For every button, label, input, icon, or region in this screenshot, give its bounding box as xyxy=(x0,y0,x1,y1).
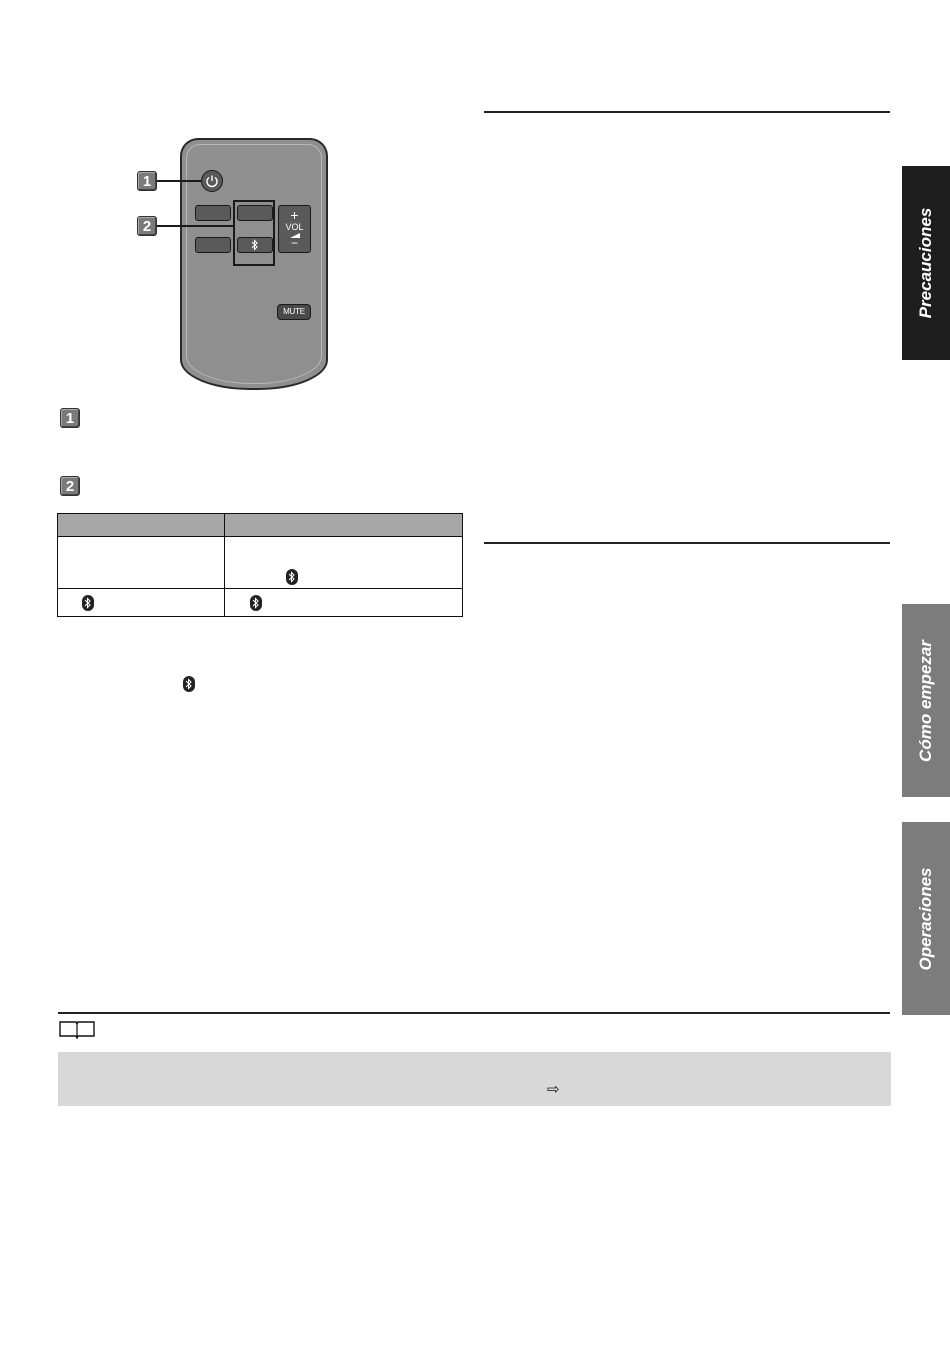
bluetooth-icon xyxy=(286,569,298,585)
mute-button: MUTE xyxy=(277,304,311,320)
table-header-row xyxy=(58,514,463,537)
vol-plus-label: + xyxy=(290,207,299,223)
vol-minus-label: − xyxy=(290,236,298,250)
tab-operaciones[interactable] xyxy=(902,822,950,1015)
volume-rocker xyxy=(278,205,311,253)
table-cell xyxy=(58,537,225,589)
book-icon xyxy=(58,1019,96,1039)
section-rule-middle xyxy=(484,542,890,544)
tab-como-empezar[interactable] xyxy=(902,604,950,797)
callout-2: 2 xyxy=(137,216,157,236)
table-header-cell xyxy=(58,514,225,537)
table-cell xyxy=(58,589,225,617)
bluetooth-icon xyxy=(82,595,94,611)
tab-label: Cómo empezar xyxy=(916,639,935,762)
legend-marker-1: 1 xyxy=(60,408,80,428)
power-button xyxy=(201,170,223,192)
note-rule xyxy=(58,1012,890,1014)
tab-label: Operaciones xyxy=(916,867,935,970)
tab-precauciones[interactable] xyxy=(902,166,950,360)
highlight-frame xyxy=(233,200,275,266)
arrow-right-icon: ⇨ xyxy=(547,1081,560,1098)
input-button-bottom-left xyxy=(195,237,231,253)
leader-line-2 xyxy=(157,225,235,227)
table-row xyxy=(58,537,463,589)
table-header-cell xyxy=(225,514,463,537)
note-box xyxy=(58,1052,891,1106)
input-button-top-left xyxy=(195,205,231,221)
callout-1: 1 xyxy=(137,171,157,191)
table-cell xyxy=(225,589,463,617)
bluetooth-icon xyxy=(183,676,195,692)
function-table xyxy=(57,513,463,617)
vol-label: VOL xyxy=(285,222,304,232)
tab-label: Precauciones xyxy=(916,207,935,319)
table-row xyxy=(58,589,463,617)
power-icon xyxy=(205,174,219,188)
table-cell xyxy=(225,537,463,589)
section-rule-top xyxy=(484,111,890,113)
leader-line-1 xyxy=(157,180,202,182)
legend-marker-2: 2 xyxy=(60,476,80,496)
bluetooth-icon xyxy=(250,595,262,611)
